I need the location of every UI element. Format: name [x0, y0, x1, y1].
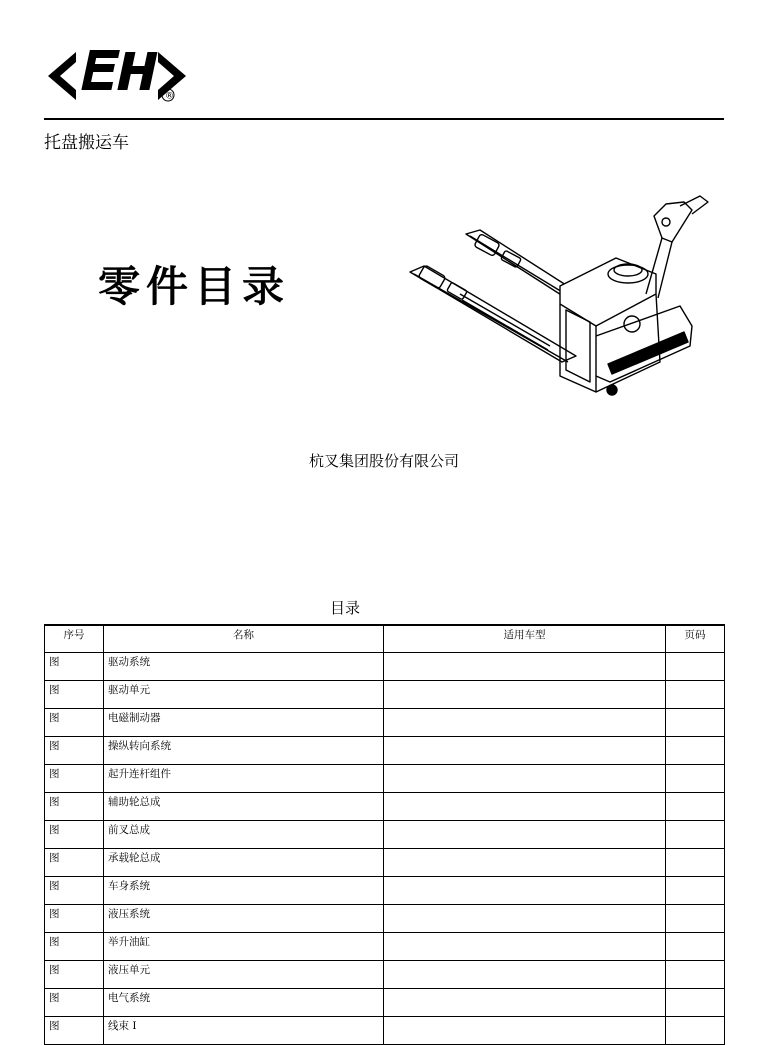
cell-page — [666, 904, 725, 932]
cell-seq: 图 — [45, 904, 104, 932]
cell-name: 起升连杆组件 — [104, 764, 384, 792]
table-row — [45, 652, 725, 680]
cell-name: 电气系统 — [104, 988, 384, 1016]
cell-name: 前叉总成 — [104, 820, 384, 848]
toc-header-row — [45, 625, 725, 652]
cell-model — [384, 820, 666, 848]
cell-model — [384, 848, 666, 876]
table-row — [45, 848, 725, 876]
cell-seq: 图 — [45, 792, 104, 820]
cell-page — [666, 848, 725, 876]
cell-name: 承载轮总成 — [104, 848, 384, 876]
table-row — [45, 820, 725, 848]
col-header-model: 适用车型 — [384, 625, 666, 652]
cell-page — [666, 988, 725, 1016]
cell-seq: 图 — [45, 960, 104, 988]
table-row — [45, 904, 725, 932]
table-row — [45, 736, 725, 764]
cell-seq: 图 — [45, 848, 104, 876]
table-row — [45, 876, 725, 904]
cell-name: 辅助轮总成 — [104, 792, 384, 820]
cell-page — [666, 932, 725, 960]
cell-name: 操纵转向系统 — [104, 736, 384, 764]
cell-page — [666, 1016, 725, 1044]
company-name: 杭叉集团股份有限公司 — [308, 452, 459, 470]
cell-seq: 图 — [45, 876, 104, 904]
cell-seq: 图 — [45, 820, 104, 848]
cell-name: 车身系统 — [104, 876, 384, 904]
cell-seq: 图 — [45, 764, 104, 792]
cell-model — [384, 904, 666, 932]
table-row — [45, 932, 725, 960]
cell-seq: 图 — [45, 1016, 104, 1044]
table-row — [45, 680, 725, 708]
cell-page — [666, 792, 725, 820]
cell-model — [384, 764, 666, 792]
pallet-truck-illustration — [400, 186, 720, 408]
col-header-name: 名称 — [104, 625, 384, 652]
hc-logo — [46, 40, 188, 104]
cell-page — [666, 680, 725, 708]
table-row — [45, 792, 725, 820]
toc-table — [44, 624, 725, 1045]
cell-model — [384, 736, 666, 764]
table-row — [45, 1016, 725, 1044]
cell-name: 液压系统 — [104, 904, 384, 932]
logo-text: HC — [46, 40, 48, 41]
cell-name: 电磁制动器 — [104, 708, 384, 736]
cell-model — [384, 960, 666, 988]
cell-model — [384, 792, 666, 820]
cell-name: 线束 I — [104, 1016, 384, 1044]
cell-seq: 图 — [45, 652, 104, 680]
cell-model — [384, 932, 666, 960]
product-type: 托盘搬运车 — [44, 133, 129, 153]
table-row — [45, 988, 725, 1016]
cell-page — [666, 652, 725, 680]
cell-page — [666, 708, 725, 736]
cell-name: 驱动系统 — [104, 652, 384, 680]
cell-seq: 图 — [45, 680, 104, 708]
catalog-title: 零件目录 — [98, 262, 291, 311]
cell-seq: 图 — [45, 988, 104, 1016]
table-row — [45, 960, 725, 988]
cell-model — [384, 708, 666, 736]
header-rule — [44, 118, 724, 120]
cell-name: 驱动单元 — [104, 680, 384, 708]
table-row — [45, 708, 725, 736]
cell-model — [384, 680, 666, 708]
col-header-seq: 序号 — [45, 625, 104, 652]
cell-model — [384, 988, 666, 1016]
cell-model — [384, 652, 666, 680]
logo-left-chevron — [48, 52, 76, 100]
cell-model — [384, 1016, 666, 1044]
col-header-page: 页码 — [666, 625, 725, 652]
cell-page — [666, 736, 725, 764]
cell-seq: 图 — [45, 708, 104, 736]
cell-seq: 图 — [45, 736, 104, 764]
cell-model — [384, 876, 666, 904]
cell-page — [666, 960, 725, 988]
cell-name: 举升油缸 — [104, 932, 384, 960]
table-row — [45, 764, 725, 792]
toc-heading: 目录 — [329, 599, 360, 617]
cell-page — [666, 820, 725, 848]
cell-seq: 图 — [45, 932, 104, 960]
cell-page — [666, 764, 725, 792]
cell-page — [666, 876, 725, 904]
registered-mark: ® — [165, 91, 174, 102]
cell-name: 液压单元 — [104, 960, 384, 988]
